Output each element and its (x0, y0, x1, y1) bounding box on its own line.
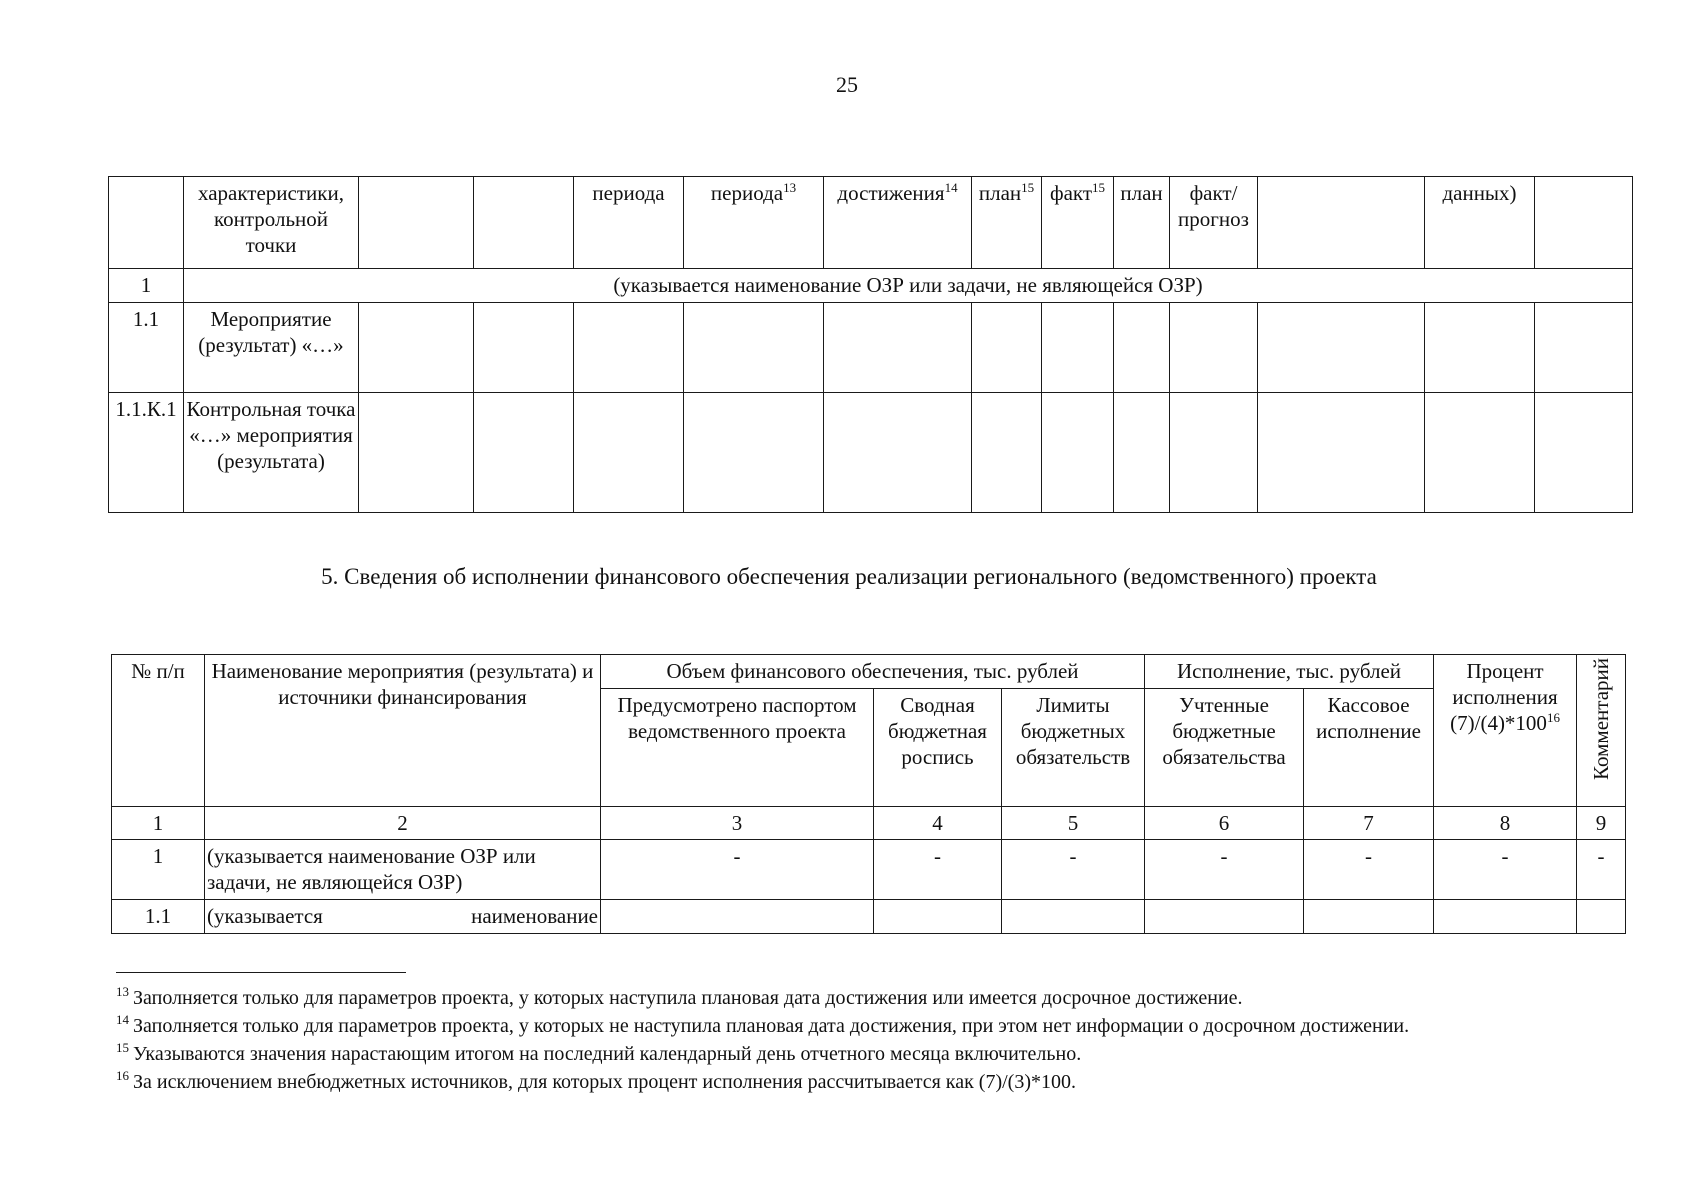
header-cell (109, 177, 184, 269)
footnote-divider (116, 972, 406, 973)
table-row (109, 303, 1633, 393)
header-cell (574, 177, 684, 269)
empty-cell (474, 303, 574, 393)
empty-cell (1258, 303, 1425, 393)
empty-cell (1170, 303, 1258, 393)
value-cell (1145, 900, 1304, 934)
header-cell (824, 177, 972, 269)
empty-cell (1042, 393, 1114, 513)
header-text: характеристики, контрольной точки (198, 181, 344, 257)
header-text: данных) (1442, 181, 1517, 205)
header-limits: Лимиты бюджетных обязательств (1002, 689, 1145, 807)
value-cell: - (1434, 840, 1577, 900)
column-number: 3 (601, 807, 874, 840)
page-number: 25 (836, 72, 858, 97)
row-number: 1.1 (112, 900, 205, 934)
footnote-text: Указываются значения нарастающим итогом на последний календарный день отчетного месяца включительно. (133, 1043, 1082, 1065)
column-number: 4 (874, 807, 1002, 840)
header-passport: Предусмотрено паспортом ведомственного проекта (601, 689, 874, 807)
footnote-ref: 16 (1546, 710, 1560, 725)
row-name: (указывается наименование (205, 900, 601, 934)
header-cell (1042, 177, 1114, 269)
header-cell (1114, 177, 1170, 269)
empty-cell (1170, 393, 1258, 513)
footnote-number: 15 (116, 1040, 129, 1056)
section-title: 5. Сведения об исполнении финансового обеспечения реализации регионального (ведомственного) проекта (321, 564, 1377, 589)
header-percent (1434, 655, 1577, 807)
empty-cell (1114, 393, 1170, 513)
column-number: 9 (1577, 807, 1626, 840)
empty-cell (1535, 393, 1633, 513)
value-cell: - (1145, 840, 1304, 900)
header-text: периода (592, 181, 665, 205)
value-cell (1002, 900, 1145, 934)
row-number: 1 (112, 840, 205, 900)
header-text: факт/ прогноз (1178, 181, 1249, 231)
header-volume-group: Объем финансового обеспечения, тыс. рублей (601, 655, 1145, 689)
footnote-number: 14 (116, 1012, 129, 1028)
footnote-text: Заполняется только для параметров проекта, у которых не наступила плановая дата достижения, при этом нет информации о досрочном достижении. (133, 1015, 1410, 1037)
footnote (116, 984, 1596, 1012)
column-number: 2 (205, 807, 601, 840)
footnote-ref: 14 (944, 180, 958, 195)
row-name: (указывается наименование ОЗР или задачи, не являющейся ОЗР) (205, 840, 601, 900)
row-number: 1.1 (109, 303, 184, 393)
table-row (109, 269, 1633, 303)
column-number: 5 (1002, 807, 1145, 840)
header-text: Процент исполнения (7)/(4)*100 (1450, 659, 1558, 735)
empty-cell (474, 393, 574, 513)
value-cell: - (1304, 840, 1434, 900)
value-cell (1577, 900, 1626, 934)
empty-cell (1042, 303, 1114, 393)
task-name-cell: (указывается наименование ОЗР или задачи, не являющейся ОЗР) (184, 269, 1633, 303)
empty-cell (1114, 303, 1170, 393)
footnote (116, 1040, 1596, 1068)
empty-cell (359, 303, 474, 393)
empty-cell (359, 393, 474, 513)
header-cell (972, 177, 1042, 269)
checkpoint-name-cell: Контрольная точка «…» мероприятия (результата) (184, 393, 359, 513)
row-number: 1.1.К.1 (109, 393, 184, 513)
column-number: 7 (1304, 807, 1434, 840)
table-row (112, 900, 1626, 934)
header-cell (684, 177, 824, 269)
header-text: периода (710, 181, 784, 205)
value-cell: - (874, 840, 1002, 900)
empty-cell (824, 393, 972, 513)
footnote-ref: 13 (783, 180, 797, 195)
footnote-text: Заполняется только для параметров проекта, у которых наступила плановая дата достижения или имеется досрочное достижение. (133, 987, 1243, 1009)
header-cell (359, 177, 474, 269)
value-cell: - (1577, 840, 1626, 900)
table-header-row (109, 177, 1633, 269)
empty-cell (1258, 393, 1425, 513)
table-row (109, 393, 1633, 513)
header-budget-list: Сводная бюджетная роспись (874, 689, 1002, 807)
footnote-ref: 15 (1092, 180, 1106, 195)
header-obligations: Учтенные бюджетные обязательства (1145, 689, 1304, 807)
footnote (116, 1068, 1596, 1096)
empty-cell (574, 303, 684, 393)
empty-cell (574, 393, 684, 513)
header-comment-text: Комментарий (1589, 658, 1614, 780)
table-header-row (112, 655, 1626, 689)
value-cell (1434, 900, 1577, 934)
value-cell (1304, 900, 1434, 934)
header-cash: Кассовое исполнение (1304, 689, 1434, 807)
footnotes (116, 984, 1596, 1096)
header-text: достижения (837, 181, 945, 205)
column-number: 6 (1145, 807, 1304, 840)
value-cell: - (1002, 840, 1145, 900)
header-cell (1425, 177, 1535, 269)
header-cell (1170, 177, 1258, 269)
empty-cell (1425, 393, 1535, 513)
results-continuation-table (108, 176, 1633, 513)
empty-cell (824, 303, 972, 393)
table-row (112, 840, 1626, 900)
event-name-cell: Мероприятие (результат) «…» (184, 303, 359, 393)
row-number: 1 (109, 269, 184, 303)
value-cell (601, 900, 874, 934)
empty-cell (972, 303, 1042, 393)
empty-cell (1425, 303, 1535, 393)
empty-cell (684, 303, 824, 393)
financial-execution-table (111, 654, 1626, 934)
header-execution-group: Исполнение, тыс. рублей (1145, 655, 1434, 689)
header-text: план (978, 181, 1022, 205)
header-cell (184, 177, 359, 269)
footnote-ref: 15 (1021, 180, 1035, 195)
header-name: Наименование мероприятия (результата) и источники финансирования (205, 655, 601, 807)
header-cell (1535, 177, 1633, 269)
column-number-row (112, 807, 1626, 840)
value-cell: - (601, 840, 874, 900)
footnote-number: 16 (116, 1068, 129, 1084)
empty-cell (684, 393, 824, 513)
header-text: факт (1049, 181, 1093, 205)
empty-cell (1535, 303, 1633, 393)
header-cell (1258, 177, 1425, 269)
footnote-text: За исключением внебюджетных источников, для которых процент исполнения рассчитывается как (7)/(3)*100. (133, 1071, 1076, 1093)
empty-cell (972, 393, 1042, 513)
header-num: № п/п (112, 655, 205, 807)
header-text: план (1120, 181, 1163, 205)
column-number: 8 (1434, 807, 1577, 840)
footnote-number: 13 (116, 984, 129, 1000)
column-number: 1 (112, 807, 205, 840)
header-cell (474, 177, 574, 269)
footnote (116, 1012, 1596, 1040)
header-comment (1577, 655, 1626, 807)
value-cell (874, 900, 1002, 934)
